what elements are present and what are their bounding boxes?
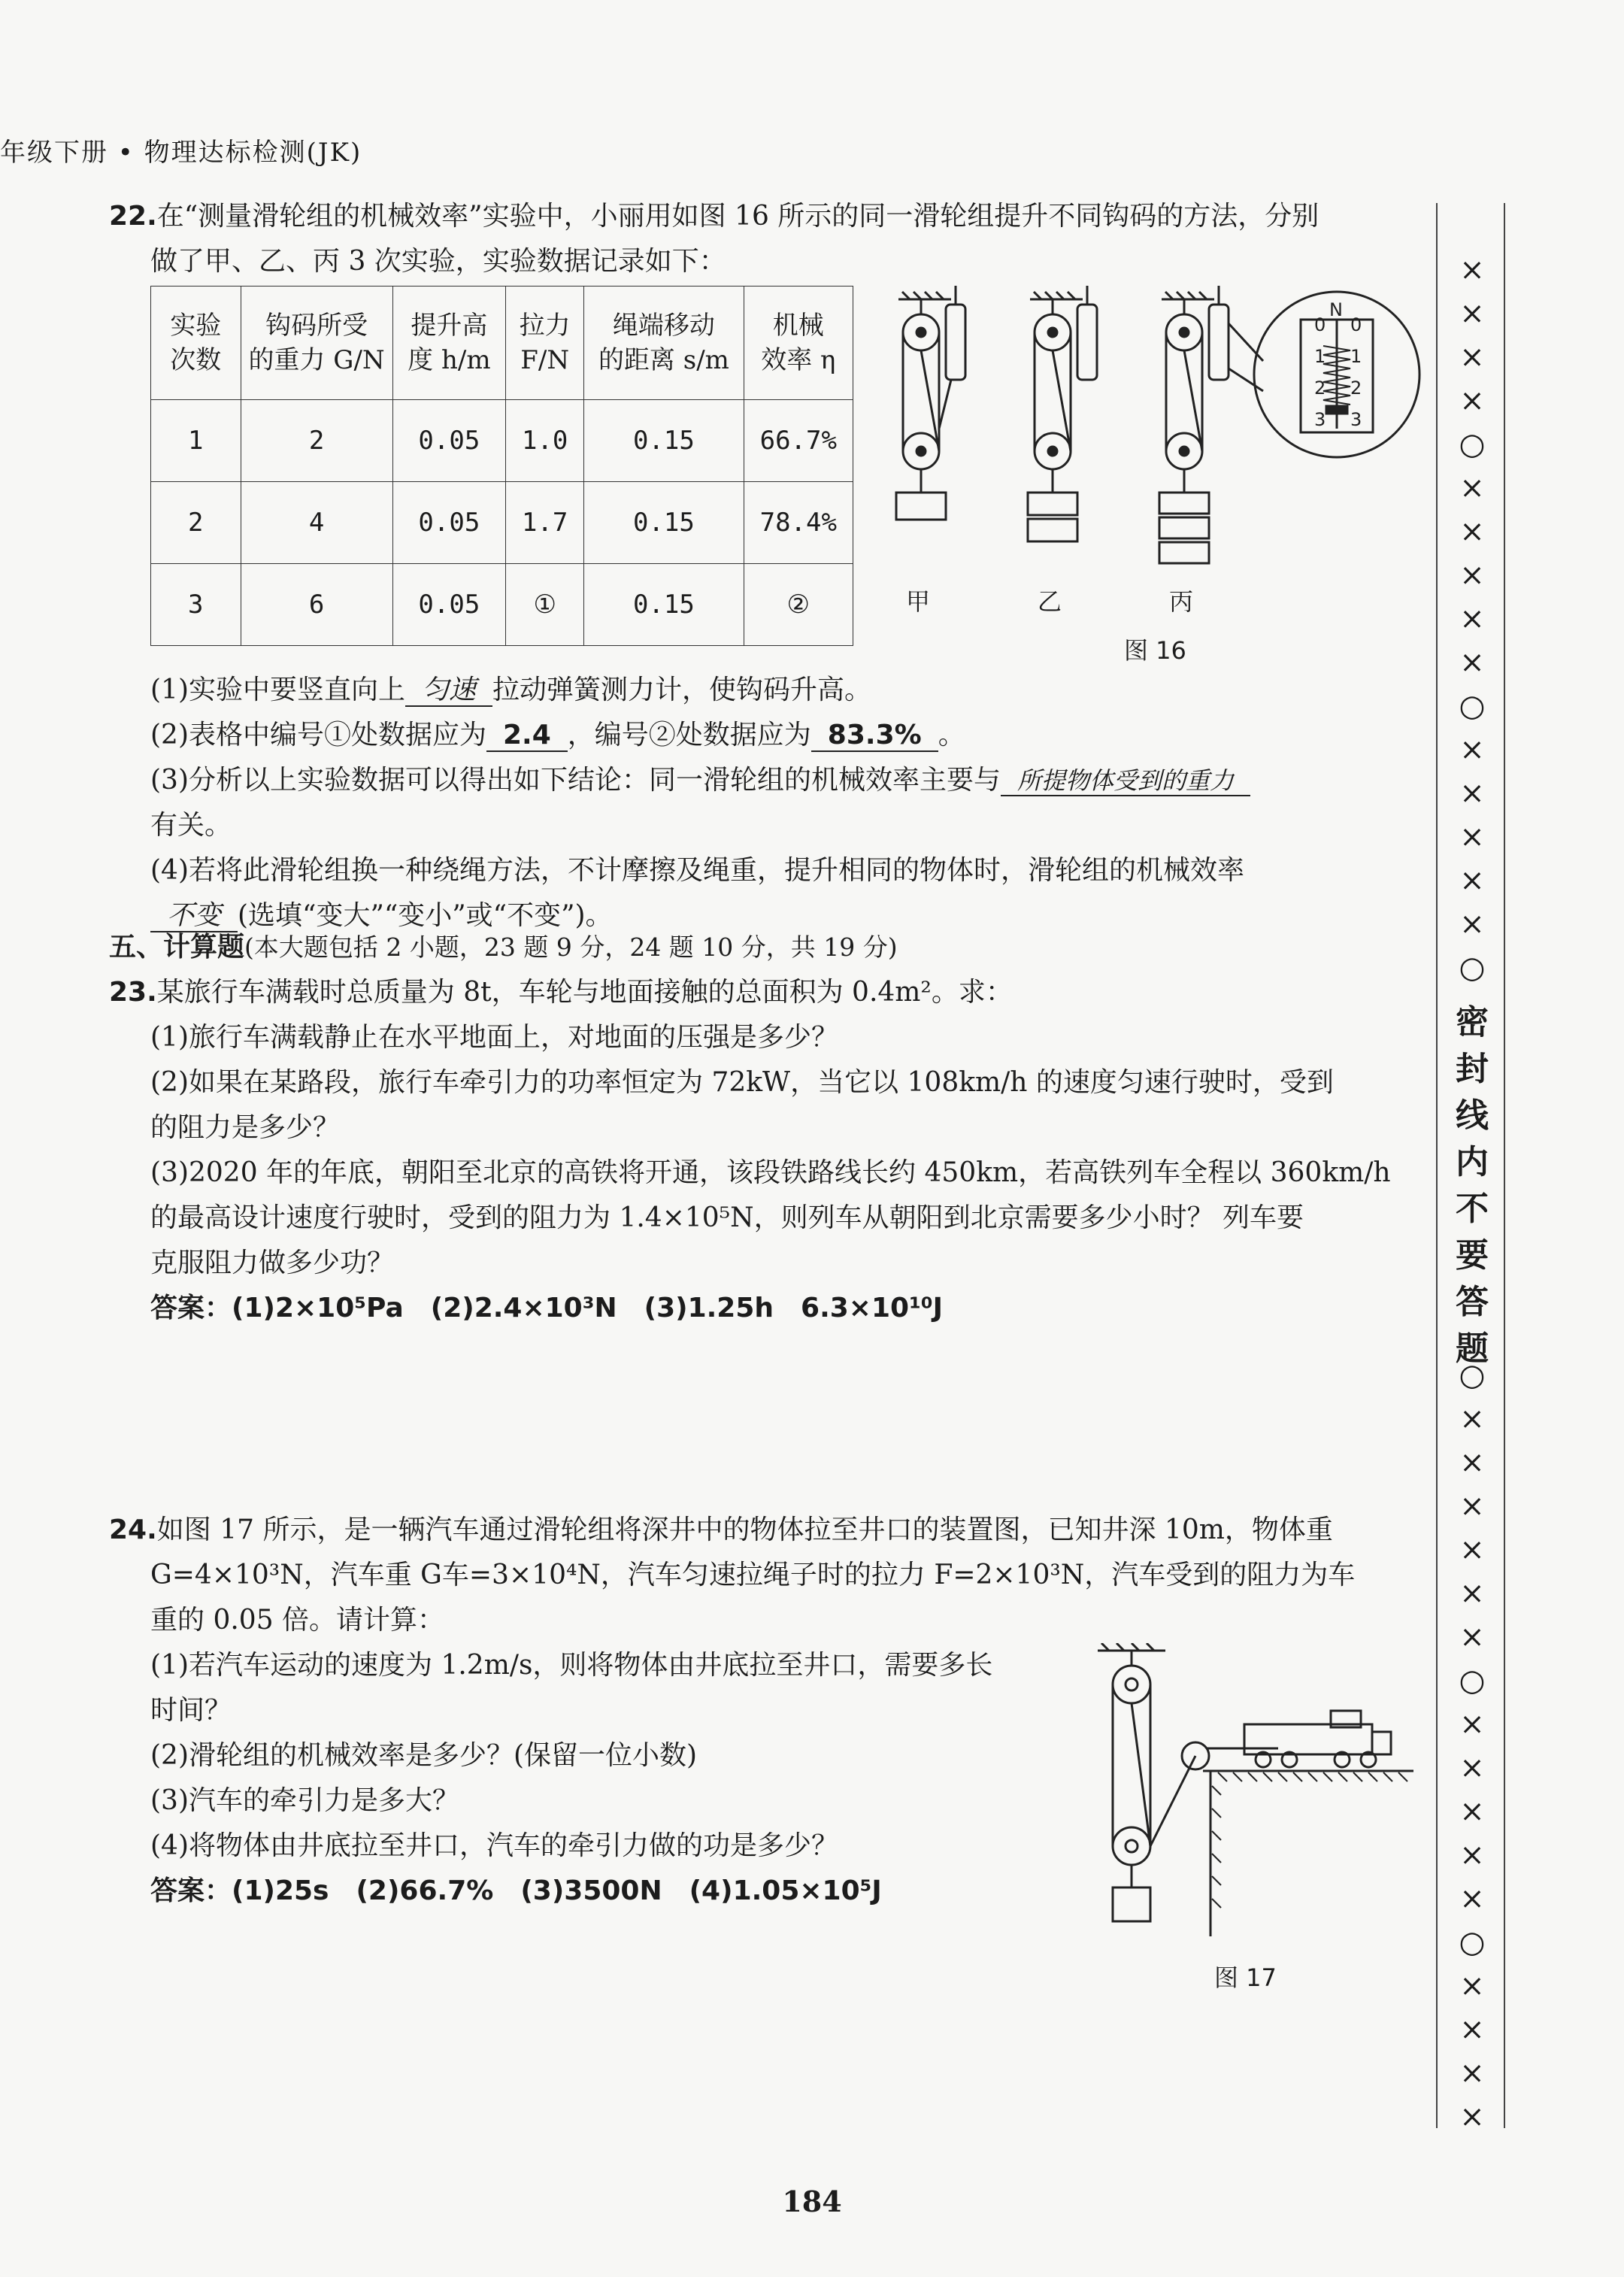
experiment-data-table [150,286,853,646]
margin-symbol: × [1459,340,1485,374]
q24-part3: (3)汽车的牵引力是多大？ [150,1785,459,1816]
table-cell: ① [506,564,584,646]
margin-symbol: × [1459,1620,1485,1654]
table-cell: 78.4% [744,482,853,564]
q24-part4: (4)将物体由井底拉至井口，汽车的牵引力做的功是多少？ [150,1830,838,1861]
margin-symbol: × [1459,863,1485,898]
margin-symbol: × [1459,1794,1485,1829]
scale-unit: N [1329,299,1343,320]
table-row [151,564,853,646]
table-cell: 1.7 [506,482,584,564]
table-cell: ② [744,564,853,646]
margin-symbol: × [1459,1881,1485,1916]
figure-label-yi: 乙 [1038,587,1062,616]
table-cell: 4 [241,482,392,564]
margin-symbol: × [1459,1445,1485,1480]
margin-line-left [1436,203,1438,2128]
figure-16-caption: 图 16 [1124,636,1186,665]
scale-mark: 3 [1314,409,1326,430]
margin-symbol: × [1459,384,1485,418]
scale-mark: 0 [1314,314,1326,335]
margin-char: 封 [1456,1050,1489,1088]
margin-symbol: × [1459,1576,1485,1611]
q23-part3-line3: 克服阻力做多少功？ [150,1248,395,1278]
q23-answer: 答案：(1)2×10⁵Pa (2)2.4×10³N (3)1.25h 6.3×10¹⁰J [150,1293,944,1323]
answer-blank: 83.3% [811,720,938,752]
table-header-cell: 拉力 F/N [506,287,584,400]
margin-symbol: × [1459,1838,1485,1872]
margin-symbol: ○ [1459,1925,1486,1960]
table-cell: 66.7% [744,400,853,482]
q24-part1: (1)若汽车运动的速度为 1.2m/s，则将物体由井底拉至井口，需要多长 [150,1650,993,1681]
answer-blank: 所提物体受到的重力 [1001,766,1250,796]
q22-part3: (3)分析以上实验数据可以得出如下结论：同一滑轮组的机械效率主要与 所提物体受到的重力 [150,758,1429,803]
margin-symbol: × [1459,1751,1485,1785]
table-header-cell: 实验 次数 [151,287,241,400]
table-header-cell: 绳端移动 的距离 s/m [584,287,744,400]
q23-part3-line2: 的最高设计速度行驶时，受到的阻力为 1.4×10⁵N，则列车从朝阳到北京需要多少小时？ 列车要 [150,1202,1304,1233]
q22-part1: (1)实验中要竖直向上 匀速 拉动弹簧测力计，使钩码升高。 [150,675,872,705]
scale-mark: 2 [1350,377,1362,399]
q23-part1: (1)旅行车满载静止在水平地面上，对地面的压强是多少？ [150,1022,838,1053]
table-cell: 3 [151,564,241,646]
margin-symbol: × [1459,2056,1485,2091]
figure-16-pulley-diagram [880,278,1436,669]
margin-symbol: × [1459,645,1485,680]
table-cell: 0.05 [392,400,506,482]
table-row [151,400,853,482]
q22-part3-end: 有关。 [150,810,232,841]
margin-symbol: × [1459,732,1485,767]
margin-symbol: ○ [1459,689,1486,723]
table-cell: 0.15 [584,482,744,564]
pulley-setup-yi [1028,286,1097,541]
margin-symbol: ○ [1459,951,1486,985]
margin-symbol: ○ [1459,1663,1486,1698]
page-number: 184 [782,2185,842,2218]
margin-symbol: × [1459,471,1485,505]
table-cell: 0.15 [584,564,744,646]
table-cell: 1.0 [506,400,584,482]
answer-blank: 2.4 [486,720,568,752]
table-cell: 2 [241,400,392,482]
answer-blank: 不变 [150,900,238,932]
scale-mark: 1 [1350,346,1362,367]
q22-intro-line1: 在“测量滑轮组的机械效率”实验中，小丽用如图 16 所示的同一滑轮组提升不同钩码的方法，分别 [156,201,1320,232]
question-number: 24. [109,1514,157,1545]
margin-char: 要 [1456,1236,1489,1275]
answer-blank: 匀速 [405,675,492,707]
scale-mark: 0 [1350,314,1362,335]
margin-symbol: × [1459,2100,1485,2134]
table-header-row [151,287,853,400]
margin-symbol: × [1459,2012,1485,2047]
table-cell: 1 [151,400,241,482]
q24-intro-line2: G=4×10³N，汽车重 G车=3×10⁴N，汽车匀速拉绳子时的拉力 F=2×10³N，汽车受到的阻力为车 [150,1560,1356,1590]
margin-symbol: × [1459,1533,1485,1567]
margin-symbol: × [1459,296,1485,331]
margin-vertical-text [1450,1000,1495,1373]
q23-intro: 某旅行车满载时总质量为 8t，车轮与地面接触的总面积为 0.4m²。求： [156,977,1013,1008]
margin-symbol: × [1459,558,1485,593]
table-header-cell: 机械 效率 η [744,287,853,400]
margin-symbols-top [1450,248,1495,990]
q23-part2-end: 的阻力是多少？ [150,1112,341,1143]
margin-symbol: × [1459,1489,1485,1524]
q24-intro-line3: 重的 0.05 倍。请计算： [150,1605,445,1636]
q22-subquestions [150,668,1429,938]
q23-part2: (2)如果在某路段，旅行车牵引力的功率恒定为 72kW，当它以 108km/h 的速度匀速行驶时，受到 [150,1067,1334,1098]
table-cell: 0.15 [584,400,744,482]
q22-part2: (2)表格中编号①处数据应为 2.4 ，编号②处数据应为 83.3% 。 [150,720,965,750]
margin-char: 线 [1456,1096,1489,1135]
scale-mark: 3 [1350,409,1362,430]
scale-mark: 1 [1314,346,1326,367]
margin-symbol: × [1459,1707,1485,1742]
section-title: 五、计算题 [109,932,245,963]
table-row [151,482,853,564]
figure-17-caption: 图 17 [1214,1963,1277,1992]
margin-symbol: × [1459,1969,1485,2003]
section-note: (本大题包括 2 小题，23 题 9 分，24 题 10 分，共 19 分) [244,932,898,962]
figure-label-jia: 甲 [906,587,931,616]
margin-symbol: ○ [1459,1358,1486,1393]
margin-symbol: ○ [1459,427,1486,462]
pulley-setup-bing [1159,286,1263,563]
question-number: 22. [109,201,157,232]
margin-line-right [1504,203,1505,2128]
margin-symbols-bottom [1450,1354,1495,2139]
question-23 [109,970,1432,1331]
table-header-cell: 钩码所受 的重力 G/N [241,287,392,400]
table-cell: 0.05 [392,564,506,646]
margin-char: 内 [1456,1143,1489,1181]
table-header-cell: 提升高 度 h/m [392,287,506,400]
q24-part1-end: 时间？ [150,1695,232,1726]
scale-mark: 2 [1314,377,1326,399]
margin-symbol: × [1459,820,1485,854]
q23-part3: (3)2020 年的年底，朝阳至北京的高铁将开通，该段铁路线长约 450km，若高铁列车全程以 360km/h [150,1157,1391,1188]
table-cell: 2 [151,482,241,564]
margin-symbol: × [1459,776,1485,811]
q22-part4: (4)若将此滑轮组换一种绕绳方法，不计摩擦及绳重，提升相同的物体时，滑轮组的机械效率 [150,855,1244,886]
margin-symbol: × [1459,253,1485,287]
margin-symbol: × [1459,907,1485,941]
q24-answer: 答案：(1)25s (2)66.7% (3)3500N (4)1.05×10⁵J [150,1875,882,1906]
figure-17-well-car-diagram [1083,1643,1429,1944]
margin-char: 密 [1456,1003,1489,1041]
q24-intro-line1: 如图 17 所示，是一辆汽车通过滑轮组将深井中的物体拉至井口的装置图，已知井深 10m，物体重 [156,1514,1333,1545]
q22-intro-line2: 做了甲、乙、丙 3 次实验，实验数据记录如下： [150,246,726,277]
pulley-setup-jia [896,286,965,520]
margin-symbol: × [1459,514,1485,549]
table-cell: 6 [241,564,392,646]
margin-char: 答 [1456,1283,1489,1321]
margin-symbol: × [1459,1402,1485,1436]
section-5-heading [109,925,1432,970]
page-header: 年级下册 • 物理达标检测(JK) [0,138,362,168]
question-number: 23. [109,977,157,1008]
margin-char: 题 [1456,1330,1489,1368]
margin-char: 不 [1456,1190,1489,1228]
question-22-intro [109,194,1432,284]
margin-symbol: × [1459,602,1485,636]
table-cell: 0.05 [392,482,506,564]
q22-part4-end: 不变 (选填“变大”“变小”或“不变”)。 [150,893,1429,938]
figure-label-bing: 丙 [1169,587,1194,616]
q24-part2: (2)滑轮组的机械效率是多少？(保留一位小数) [150,1740,698,1771]
